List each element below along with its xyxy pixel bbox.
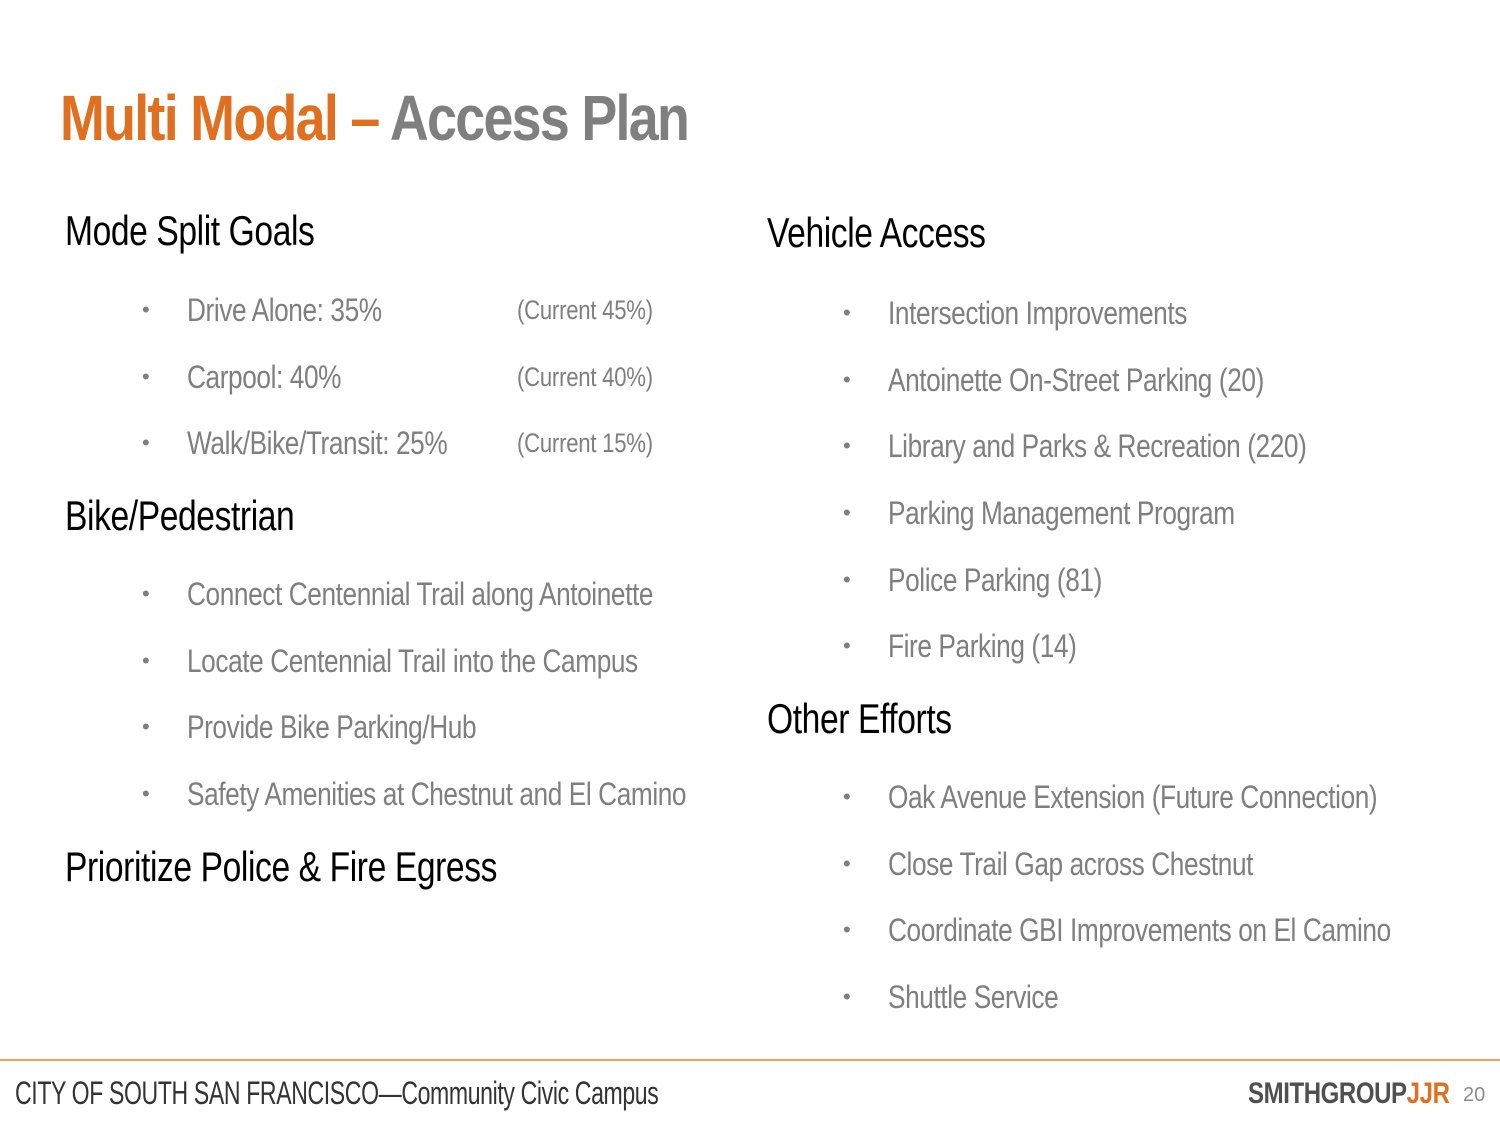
mode-split-list — [142, 290, 742, 490]
bullet-icon: • — [142, 781, 150, 807]
bike-ped-item: Provide Bike Parking/Hub — [187, 709, 477, 746]
list-item — [843, 844, 1483, 911]
heading-mode-split: Mode Split Goals — [65, 207, 315, 254]
bullet-icon: • — [142, 647, 150, 673]
vehicle-item: Police Parking (81) — [888, 561, 1102, 598]
logo-accent: JJR — [1406, 1077, 1450, 1110]
vehicle-item: Intersection Improvements — [888, 295, 1187, 331]
list-item — [142, 774, 742, 841]
list-item — [843, 293, 1483, 360]
other-effort-item: Coordinate GBI Improvements on El Camino — [888, 912, 1391, 949]
title-main: Multi Modal — [60, 82, 338, 154]
vehicle-access-list — [843, 293, 1483, 693]
mode-split-current: (Current 15%) — [517, 428, 653, 459]
vehicle-item: Antoinette On-Street Parking (20) — [888, 361, 1264, 398]
list-item — [142, 707, 742, 774]
bike-ped-item: Connect Centennial Trail along Antoinette — [187, 576, 654, 612]
list-item — [843, 360, 1483, 427]
bullet-icon: • — [843, 366, 851, 392]
heading-vehicle-access: Vehicle Access — [767, 209, 986, 256]
bullet-icon: • — [142, 297, 150, 322]
title-dash: – — [337, 82, 390, 154]
bullet-icon: • — [843, 917, 851, 943]
other-effort-item: Oak Avenue Extension (Future Connection) — [888, 779, 1378, 815]
bullet-icon: • — [843, 984, 851, 1010]
bullet-icon: • — [843, 633, 851, 659]
bullet-icon: • — [843, 784, 851, 809]
list-item — [142, 574, 742, 641]
list-item — [843, 493, 1483, 560]
other-effort-item: Close Trail Gap across Chestnut — [888, 845, 1254, 882]
other-efforts-list — [843, 777, 1483, 1044]
mode-split-current: (Current 45%) — [517, 295, 653, 325]
heading-bike-pedestrian: Bike/Pedestrian — [65, 492, 295, 539]
bike-ped-item: Locate Centennial Trail into the Campus — [187, 642, 638, 679]
smithgroup-logo — [1248, 1075, 1450, 1113]
mode-split-goal: Carpool: 40% — [187, 358, 342, 395]
list-item — [843, 426, 1483, 493]
list-item — [843, 560, 1483, 627]
list-item — [843, 777, 1483, 844]
mode-split-goal: Walk/Bike/Transit: 25% — [187, 425, 448, 462]
bullet-icon: • — [843, 566, 851, 592]
other-effort-item: Shuttle Service — [888, 979, 1059, 1016]
footer-project-title: CITY OF SOUTH SAN FRANCISCO—Community Civic Campus — [15, 1075, 659, 1111]
mode-split-goal: Drive Alone: 35% — [187, 292, 382, 328]
bullet-icon: • — [142, 581, 150, 606]
vehicle-item: Library and Parks & Recreation (220) — [888, 428, 1307, 465]
bullet-icon: • — [142, 363, 150, 389]
title-sub: Access Plan — [389, 82, 689, 154]
list-item — [142, 357, 742, 424]
list-item — [142, 641, 742, 708]
page-number: 20 — [1463, 1084, 1486, 1106]
mode-split-current: (Current 40%) — [517, 361, 653, 392]
heading-egress: Prioritize Police & Fire Egress — [65, 843, 497, 890]
footer-divider — [0, 1059, 1500, 1061]
vehicle-item: Parking Management Program — [888, 495, 1235, 532]
list-item — [843, 626, 1483, 693]
bullet-icon: • — [843, 300, 851, 325]
bullet-icon: • — [843, 500, 851, 526]
list-item — [843, 977, 1483, 1044]
list-item — [142, 290, 742, 357]
bullet-icon: • — [843, 433, 851, 459]
vehicle-item: Fire Parking (14) — [888, 628, 1077, 665]
logo-main: SMITHGROUP — [1248, 1077, 1407, 1110]
slide-title — [60, 78, 688, 158]
bike-ped-item: Safety Amenities at Chestnut and El Camino — [187, 776, 687, 813]
bullet-icon: • — [142, 430, 150, 456]
bullet-icon: • — [843, 850, 851, 876]
list-item — [142, 423, 742, 490]
bullet-icon: • — [142, 714, 150, 740]
bike-pedestrian-list — [142, 574, 742, 841]
heading-other-efforts: Other Efforts — [767, 695, 952, 742]
list-item — [843, 910, 1483, 977]
